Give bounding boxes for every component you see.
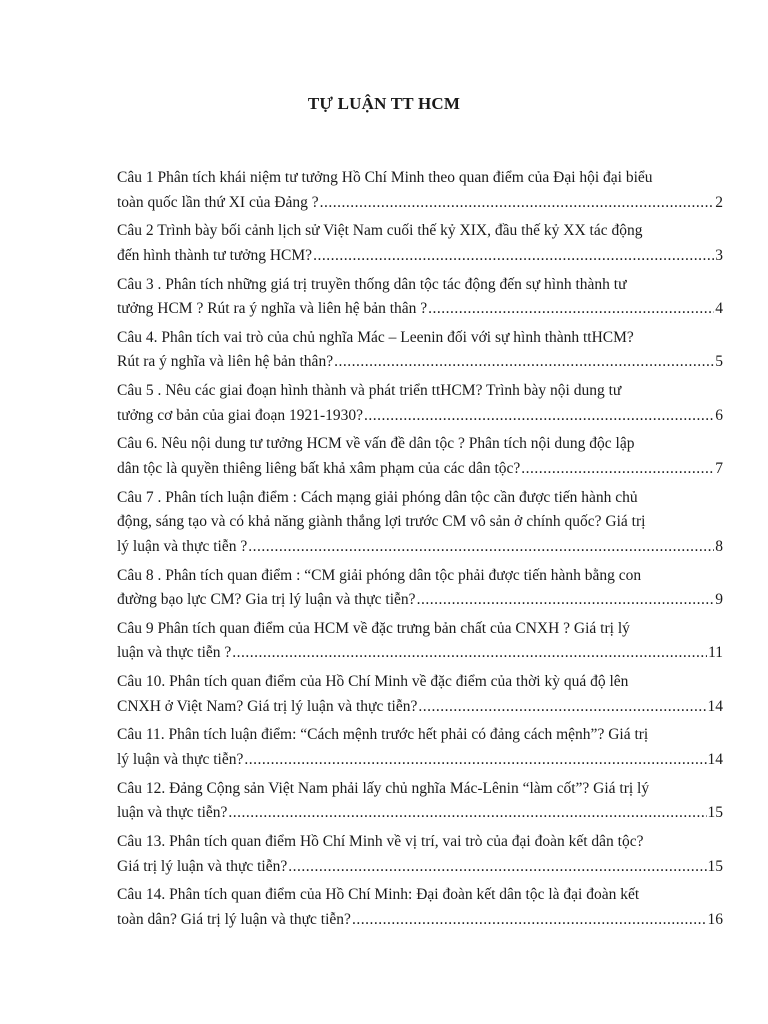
toc-entry-text: Câu 5 . Nêu các giai đoạn hình thành và phát triển ttHCM? Trình bày nội dung tư <box>117 382 622 400</box>
toc-entry-14[interactable] <box>117 883 723 932</box>
toc-entry-8[interactable] <box>117 564 723 613</box>
toc-entry-3[interactable] <box>117 273 723 322</box>
toc-entry-10[interactable] <box>117 670 723 719</box>
toc-leader-dots <box>428 297 714 322</box>
toc-entry-11[interactable] <box>117 723 723 772</box>
table-of-contents <box>117 166 723 937</box>
toc-entry-text: Câu 11. Phân tích luận điểm: “Cách mệnh trước hết phải có đảng cách mệnh”? Giá trị <box>117 726 649 744</box>
page-title: TỰ LUẬN TT HCM <box>307 94 461 113</box>
toc-entry-text-end: Rút ra ý nghĩa và liên hệ bản thân? <box>117 353 334 371</box>
toc-entry-text-end: toàn dân? Giá trị lý luận và thực tiễn? <box>117 910 351 928</box>
toc-leader-dots <box>228 801 706 826</box>
toc-page-number: 11 <box>708 644 723 662</box>
toc-entry-text: động, sáng tạo và có khả năng giành thắng lợi trước CM vô sản ở chính quốc? Giá trị <box>117 513 646 531</box>
toc-page-number: 4 <box>715 300 723 318</box>
toc-entry-text: Câu 6. Nêu nội dung tư tưởng HCM về vấn đề dân tộc ? Phân tích nội dung độc lập <box>117 435 635 453</box>
toc-leader-dots <box>313 244 714 269</box>
toc-entry-12[interactable] <box>117 777 723 826</box>
toc-leader-dots <box>364 404 714 429</box>
toc-entry-text-end: đường bạo lực CM? Gia trị lý luận và thực tiễn? <box>117 591 416 609</box>
toc-leader-dots <box>352 908 707 933</box>
toc-entry-9[interactable] <box>117 617 723 666</box>
toc-leader-dots <box>320 191 715 216</box>
toc-entry-1[interactable] <box>117 166 723 215</box>
toc-page-number: 6 <box>715 406 723 424</box>
toc-page-number: 5 <box>715 353 723 371</box>
toc-entry-text: Câu 3 . Phân tích những giá trị truyền thống dân tộc tác động đến sự hình thành tư <box>117 275 627 293</box>
toc-page-number: 8 <box>715 537 723 555</box>
toc-entry-text: Câu 8 . Phân tích quan điểm : “CM giải phóng dân tộc phải được tiến hành bằng con <box>117 566 642 584</box>
toc-entry-text-end: CNXH ở Việt Nam? Giá trị lý luận và thực tiễn? <box>117 697 418 715</box>
toc-entry-text-end: tưởng cơ bản của giai đoạn 1921-1930? <box>117 406 364 424</box>
toc-page-number: 7 <box>715 459 723 477</box>
toc-entry-text-end: luận và thực tiễn? <box>117 804 228 822</box>
toc-entry-5[interactable] <box>117 379 723 428</box>
toc-entry-6[interactable] <box>117 432 723 481</box>
toc-leader-dots <box>334 350 714 375</box>
toc-entry-text-end: toàn quốc lần thứ XI của Đảng ? <box>117 193 319 211</box>
toc-entry-text: Câu 13. Phân tích quan điểm Hồ Chí Minh về vị trí, vai trò của đại đoàn kết dân tộc? <box>117 833 644 851</box>
toc-entry-text-end: luận và thực tiễn ? <box>117 644 232 662</box>
toc-entry-text: Câu 14. Phân tích quan điểm của Hồ Chí Minh: Đại đoàn kết dân tộc là đại đoàn kết <box>117 886 640 904</box>
toc-entry-text-end: tưởng HCM ? Rút ra ý nghĩa và liên hệ bản thân ? <box>117 300 428 318</box>
toc-entry-13[interactable] <box>117 830 723 879</box>
toc-entry-text-end: dân tộc là quyền thiêng liêng bất khả xâm phạm của các dân tộc? <box>117 459 521 477</box>
toc-page-number: 3 <box>715 246 723 264</box>
toc-page-number: 16 <box>707 910 723 928</box>
toc-entry-text: Câu 7 . Phân tích luận điểm : Cách mạng giải phóng dân tộc cần được tiến hành chủ <box>117 488 638 506</box>
toc-entry-text-end: lý luận và thực tiễn? <box>117 750 244 768</box>
toc-leader-dots <box>248 535 714 560</box>
toc-leader-dots <box>232 641 707 666</box>
toc-entry-text: Câu 1 Phân tích khái niệm tư tưởng Hồ Chí Minh theo quan điểm của Đại hội đại biểu <box>117 169 653 186</box>
toc-entry-2[interactable] <box>117 219 723 268</box>
toc-leader-dots <box>288 855 706 880</box>
toc-entry-text: Câu 9 Phân tích quan điểm của HCM về đặc trưng bản chất của CNXH ? Giá trị lý <box>117 619 630 637</box>
toc-leader-dots <box>417 588 715 613</box>
toc-entry-text: Câu 10. Phân tích quan điểm của Hồ Chí Minh về đặc điểm của thời kỳ quá độ lên <box>117 673 629 691</box>
toc-leader-dots <box>244 748 706 773</box>
toc-entry-4[interactable] <box>117 326 723 375</box>
toc-page-number: 15 <box>707 857 723 875</box>
toc-page-number: 14 <box>707 750 723 768</box>
toc-leader-dots <box>521 457 714 482</box>
toc-entry-text: Câu 4. Phân tích vai trò của chủ nghĩa Mác – Leenin đối với sự hình thành ttHCM? <box>117 328 634 346</box>
toc-page-number: 9 <box>715 591 723 609</box>
toc-entry-text-end: Giá trị lý luận và thực tiễn? <box>117 857 288 875</box>
toc-entry-text-end: lý luận và thực tiễn ? <box>117 537 248 555</box>
toc-page-number: 2 <box>715 193 723 211</box>
toc-page-number: 15 <box>707 804 723 822</box>
toc-entry-text: Câu 2 Trình bày bối cảnh lịch sử Việt Nam cuối thế kỷ XIX, đầu thế kỷ XX tác động <box>117 222 643 240</box>
toc-leader-dots <box>418 695 706 720</box>
toc-page-number: 14 <box>707 697 723 715</box>
toc-entry-text: Câu 12. Đảng Cộng sản Việt Nam phải lấy chủ nghĩa Mác-Lênin “làm cốt”? Giá trị lý <box>117 779 650 797</box>
toc-entry-text-end: đến hình thành tư tưởng HCM? <box>117 246 313 264</box>
toc-entry-7[interactable] <box>117 486 723 560</box>
